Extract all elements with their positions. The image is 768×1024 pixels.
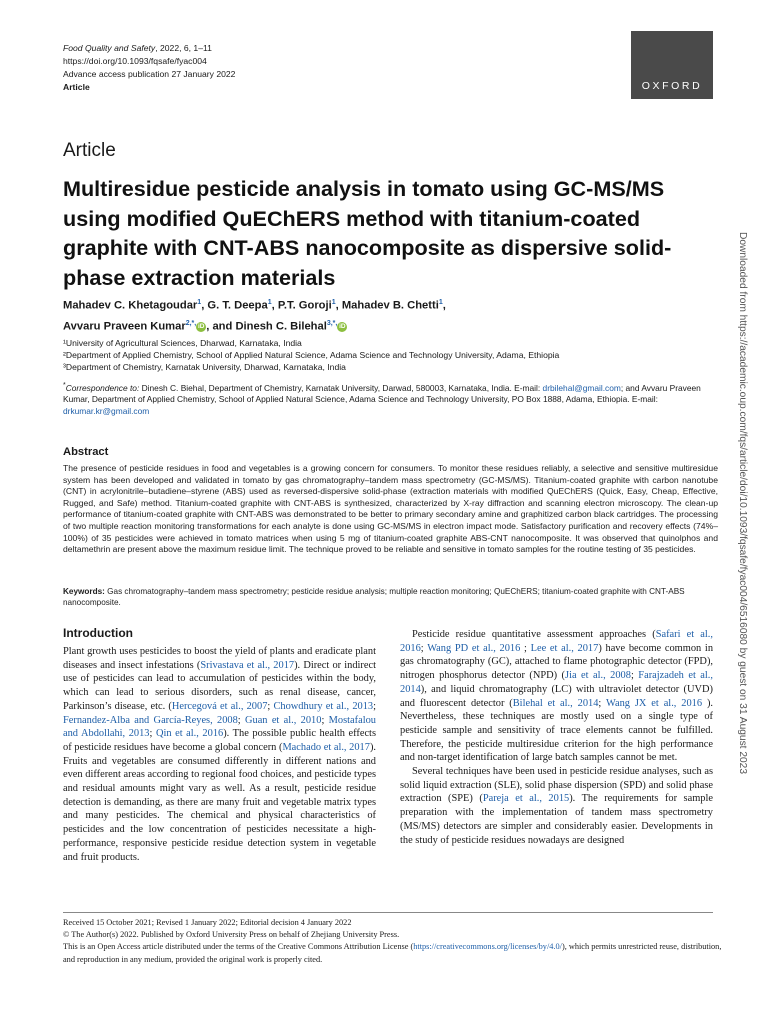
orcid-icon[interactable]: iD [197, 323, 205, 331]
paragraph-text: ; [630, 670, 639, 682]
author-affiliation-marker: 1 [197, 299, 202, 306]
author-name[interactable]: Mahadev B. Chetti [341, 299, 439, 312]
paragraph-text: ). The requirements for sample preparation with the implementation of tandem mass spectrometry (MS/MS) detectors are simpler and considerably easier. Developments in the study of pesticide residues nowadays are designed [400, 793, 713, 846]
author-affiliation-marker: 1 [331, 299, 336, 306]
citation-link[interactable]: Farajzadeh et al., 2014 [400, 670, 713, 695]
author-affiliation-marker: 3,*, [326, 319, 338, 327]
citation-link[interactable]: Lee et al., 2017 [530, 642, 599, 654]
advance-access-date: Advance access publication 27 January 2022 [63, 69, 236, 79]
citation-link[interactable]: Jia et al., 2008 [565, 670, 631, 682]
introduction-heading: Introduction [63, 626, 133, 640]
journal-volume: , 2022, 6, 1–11 [155, 43, 212, 53]
affiliation-1: ¹University of Agricultural Sciences, Dharwad, Karnataka, India [63, 338, 302, 348]
citation-link[interactable]: Guan et al., 2010 [245, 714, 322, 726]
author-affiliation-marker: 1 [267, 299, 272, 306]
paragraph-text: ; [149, 728, 156, 740]
author-name[interactable]: Mahadev C. Khetagoudar [63, 299, 198, 312]
paragraph-text: Pesticide residue quantitative assessment approaches ( [412, 629, 656, 640]
intro-paragraph-3 [400, 765, 713, 847]
citation-link[interactable]: Qin et al., 2016 [155, 728, 224, 740]
journal-citation [63, 42, 235, 55]
paragraph-text: ; [598, 697, 606, 709]
citation-link[interactable]: Machado et al., 2017 [282, 741, 370, 753]
author-affiliation-marker: 1 [438, 299, 443, 306]
intro-column-left [63, 645, 376, 864]
copyright: © The Author(s) 2022. Published by Oxford University Press on behalf of Zhejiang University Press. [63, 930, 400, 940]
intro-column-right [400, 628, 713, 847]
author-list [63, 294, 713, 335]
author-separator: , [335, 299, 342, 312]
author-separator: , [201, 299, 208, 312]
publisher-logo-text: OXFORD [641, 80, 703, 92]
citation-link[interactable]: Srivastava et al., 2017 [200, 659, 295, 671]
affiliation-3: ³Department of Chemistry, Karnatak University, Dharwad, Karnataka, India [63, 362, 346, 373]
download-sidebar [736, 232, 748, 792]
paragraph-text: ). The possible public health effects of pesticide residues have become a global concern ( [63, 728, 376, 753]
citation-link[interactable]: Wang JX et al., 2016 [606, 697, 703, 709]
author-separator: , [442, 299, 446, 312]
paragraph-text: ; [321, 714, 329, 726]
paragraph-text: ), and liquid chromatography (LC) with ultraviolet detector (UVD) and fluorescent detector ( [400, 683, 713, 709]
paragraph-text: Plant growth uses pesticides to boost the yield of plants and eradicate plant diseases and insect infestations ( [63, 646, 376, 671]
paragraph-text: Several techniques have been used in pesticide residue analyses, such as solid liquid extraction (SLE), solid phase dispersion (SPD) and solid phase extraction (SPE) ( [400, 766, 713, 805]
keywords-text: Gas chromatography–tandem mass spectrometry; pesticide residue analysis; multiple reaction monitoring; QuEChERS; titanium-coated graphite with CNT-ABS nanocomposite. [63, 587, 685, 607]
abstract-heading: Abstract [63, 446, 109, 458]
author-name[interactable]: Avvaru Praveen Kumar [63, 320, 186, 333]
intro-paragraph-2 [400, 628, 713, 765]
citation-link[interactable]: Wang PD et al., 2016 [427, 642, 521, 654]
paragraph-text: ). Direct or indirect use of pesticides can lead to accumulation of pesticides within the body, which can lead to serious disorders, such as renal disease, cancer, Parkinson’s disease, etc. ( [63, 659, 377, 712]
license-text: This is an Open Access article distributed under the terms of the Creative Commons Attribution License ( [63, 942, 414, 952]
author-name[interactable]: P.T. Goroji [277, 299, 332, 312]
citation-link[interactable]: Hercegová et al., 2007 [171, 700, 268, 712]
affiliation-2: ²Department of Applied Chemistry, School of Applied Natural Science, Adama Science and Technology University, Adama, Ethiopia [63, 350, 560, 361]
author-name[interactable]: Dinesh C. Bilehal [235, 320, 327, 333]
correspondence-text-2: ; and Avvaru Praveen Kumar, Department of Applied Chemistry, School of Applied Natural Science, Adama Science and Technology University, PO Box 1888, Adama, Ethiopia. E-mail: [63, 382, 701, 405]
citation-link[interactable]: Fernandez-Alba and García-Reyes, 2008 [63, 714, 238, 726]
footer [63, 917, 723, 966]
license-notice [63, 941, 723, 965]
author-affiliation-marker: 2,*, [185, 319, 197, 327]
oxford-logo[interactable] [631, 31, 713, 99]
paragraph-text: ; [237, 714, 245, 726]
paragraph-text: ; [420, 642, 428, 654]
paragraph-text: ). Nevertheless, these techniques are mostly used on a single type of pesticide sample and sensitivity of trace elements cannot be fulfilled. Therefore, the pesticide multiresidue criterion for the high performance and non-target identification of large batch samples cannot be met. [400, 697, 714, 764]
keywords-label: Keywords: [63, 587, 105, 596]
article-meta [63, 42, 235, 94]
affiliations [63, 337, 559, 374]
citation-link[interactable]: Mostafalou and Abdollahi, 2013 [63, 714, 376, 740]
correspondence: *Correspondence to: Dinesh C. Biehal, Department of Chemistry, Karnatak University, Darwad, 580003, Karnataka, India. E-mail: drbilehal@gmail.com; and Avvaru Praveen Kumar, Department of Applied Chemistry, School of Applied Natural Science, Adama Science and Technology University, PO Box 1888, Adama, Ethiopia. E-mail: drkumar.kr@gmail.com [63, 382, 701, 416]
author-separator: , and [206, 320, 236, 333]
paragraph-text: ). Fruits and vegetables are consumed differently in different nations and even different areas according to regional food choices, and pesticide types and residual amounts might vary as well. As a result, pesticide residue detection is demanding, as there are many fruit and vegetable matrix types and many pesticides. The chemical and physical characteristics of pesticides and the low concentration of pesticides necessitate a high-performance, responsive pesticide residue detection system in vegetable and fruit products. [63, 741, 376, 863]
paragraph-text: ; [267, 700, 274, 712]
correspondence-text: Dinesh C. Biehal, Department of Chemistry, Karnatak University, Darwad, 580003, Karnataka, India. E-mail: [141, 382, 543, 393]
keywords [63, 586, 718, 608]
citation-link[interactable]: Bilehal et al., 2014 [512, 697, 599, 709]
paragraph-text: ; [373, 700, 376, 712]
paragraph-text: ) have become common in gas chromatography (GC), attached to flame photographic detector (FPD), nitrogen phosphorus detector (NPD) ( [400, 642, 714, 682]
received-dates: Received 15 October 2021; Revised 1 January 2022; Editorial decision 4 January 2022 [63, 918, 352, 927]
author-separator: , [271, 299, 278, 312]
citation-link[interactable]: Safari et al., 2016 [400, 629, 713, 654]
license-link[interactable]: https://creativecommons.org/licenses/by/4.0/ [413, 942, 562, 952]
email-link-kumar[interactable]: drkumar.kr@gmail.com [63, 405, 150, 416]
article-type: Article [63, 82, 90, 92]
doi-link[interactable]: https://doi.org/10.1093/fqsafe/fyac004 [63, 56, 207, 66]
license-text-2: ), which permits unrestricted reuse, distribution, and reproduction in any medium, provided the original work is properly cited. [63, 942, 722, 964]
article-title: Multiresidue pesticide analysis in tomato using GC-MS/MS using modified QuEChERS method with titanium-coated graphite with CNT-ABS nanocomposite as dispersive solid-phase extraction materials [63, 176, 672, 290]
paragraph-text: ; [520, 642, 531, 654]
section-label: Article [63, 140, 116, 161]
abstract-body: The presence of pesticide residues in food and vegetables is a growing concern for consumers. To monitor these residues reliably, a selective and sensitive multiresidue system has been developed and validated in tomato by gas chromatography–tandem mass spectrometry (GC-MS/MS). Titanium-coated graphite with carbon nanotube (CNT) in acrylonitrile–butadiene–styrene (ABS) used as reversed-dispersive solid-phase (extraction materials with modified QuEChERS (Quick, Easy, Cheap, Effective, Rugged, and Safe) method. Titanium-coated graphite with CNT-ABS is synthesized, characterized by X-ray diffraction and scanning electron microscopy. The clean-up performance of titanium-coated graphite with CNT-ABS was demonstrated to be better to primary secondary amine and graphitized carbon black cartridges. The processing of two multiple reaction monitoring transformations for each analyte is done using GC-MS/MS in electron impact mode. Satisfactory purification and recovery effects (74%–100%) of 35 pesticides were achieved in tomato matrices when using 5 mg of titanium-coated graphite ABS-CNT nanocomposite. It was observed that quinolphos and deltamethrin are present above the maximum residue limit. The technique proved to be reliable and sensitive in tomato samples for the routine testing of 35 pesticides. [63, 463, 718, 555]
email-link-bilehal[interactable]: drbilehal@gmail.com [542, 382, 621, 393]
footer-divider [63, 912, 713, 913]
author-name[interactable]: G. T. Deepa [207, 299, 268, 312]
download-notice: Downloaded from https://academic.oup.com/fqs/article/doi/10.1093/fqsafe/fyac004/6516080 by guest on 31 August 2023 [737, 232, 748, 774]
correspondence-label: Correspondence to: [65, 382, 140, 393]
citation-link[interactable]: Pareja et al., 2015 [482, 793, 570, 805]
orcid-icon[interactable]: iD [339, 323, 346, 331]
citation-link[interactable]: Chowdhury et al., 2013 [273, 700, 374, 712]
journal-name: Food Quality and Safety [63, 43, 156, 53]
